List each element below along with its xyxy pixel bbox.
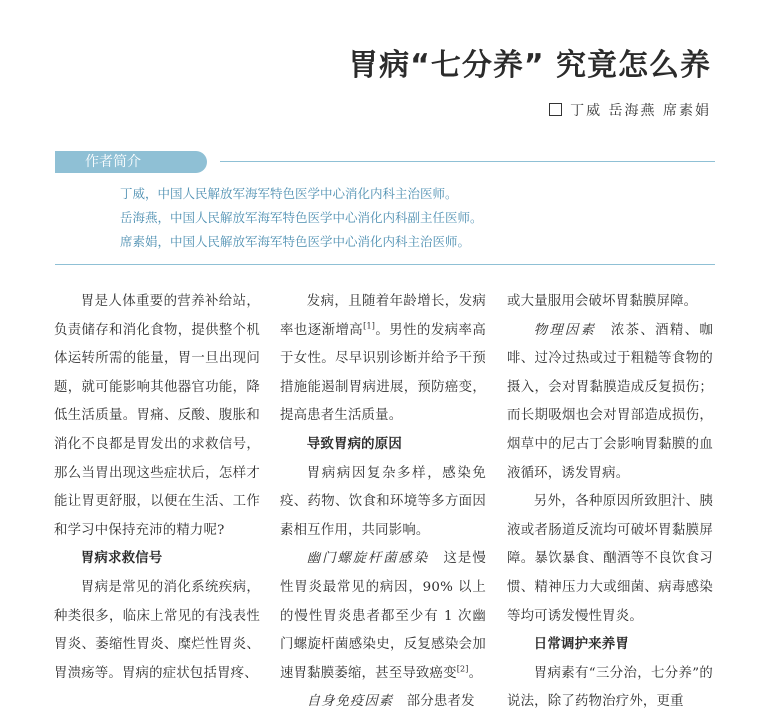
section-heading: 胃病求救信号 (80, 551, 163, 567)
term-label: 自身免疫因素 (306, 694, 394, 710)
citation: [2] (456, 664, 469, 674)
divider (55, 264, 715, 265)
paragraph: 或大量服用会破坏胃黏膜屏障。 (507, 294, 698, 309)
paragraph (280, 545, 486, 688)
section-heading: 日常调护来养胃 (533, 637, 629, 653)
text-column (280, 288, 486, 717)
divider (220, 161, 715, 162)
term-label: 幽门螺旋杆菌感染 (306, 551, 429, 567)
paragraph-text: 。 (468, 665, 483, 681)
text-column (507, 288, 713, 717)
bio-heading: 作者简介 (55, 151, 207, 173)
paragraph-text: 部分患者发 (393, 694, 475, 710)
author-names: 丁威 岳海燕 席素娟 (570, 103, 711, 119)
paragraph-text: 浓茶、酒精、咖啡、过冷过热或过于粗糙等食物的摄入，会对胃黏膜造成反复损伤；而长期吸烟也会对胃部造成损伤，烟草中的尼古丁会影响胃黏膜的血液循环，诱发胃病。 (507, 322, 713, 481)
paragraph-text: 这是慢性胃炎最常见的病因，90% 以上的慢性胃炎患者都至少有 1 次幽门螺旋杆菌感染史，反复感染会加速胃黏膜萎缩，甚至导致癌变 (280, 551, 486, 681)
paragraph: 胃病病因复杂多样，感染免疫、药物、饮食和环境等多方面因素相互作用，共同影响。 (280, 465, 486, 538)
term-label: 物理因素 (533, 322, 597, 338)
section-heading: 导致胃病的原因 (306, 436, 402, 452)
paragraph-text: 。男性的发病率高于女性。尽早识别诊断并给予干预措施能遏制胃病进展，预防癌变，提高患者生活质量。 (280, 322, 486, 424)
paragraph: 胃病素有“三分治，七分养”的说法，除了药物治疗外，更重 (507, 665, 713, 710)
author-line (549, 100, 711, 120)
article-title: 胃病“七分养” 究竟怎么养 (348, 48, 711, 83)
bio-item: 岳海燕，中国人民解放军海军特色医学中心消化内科副主任医师。 (120, 210, 483, 225)
paragraph (507, 317, 713, 489)
paragraph (280, 688, 486, 717)
square-bullet-icon (549, 103, 562, 116)
paragraph: 胃是人体重要的营养补给站，负责储存和消化食物，提供整个机体运转所需的能量，胃一旦出现问题，就可能影响其他器官功能，降低生活质量。胃痛、反酸、腹胀和消化不良都是胃发出的求救信号，那么当胃出现这些症状后，怎样才能让胃更舒服，以便在生活、工作和学习中保持充沛的精力呢? (54, 294, 260, 538)
bio-item: 席素娟，中国人民解放军海军特色医学中心消化内科主治医师。 (120, 234, 471, 249)
paragraph-text: 发病，且随着年龄增长，发病率也逐渐增高 (280, 294, 486, 338)
text-column (54, 288, 260, 688)
bio-item: 丁威，中国人民解放军海军特色医学中心消化内科主治医师。 (120, 186, 458, 201)
paragraph: 胃病是常见的消化系统疾病，种类很多，临床上常见的有浅表性胃炎、萎缩性胃炎、糜烂性胃炎、胃溃疡等。胃病的症状包括胃疼、 (54, 579, 260, 681)
paragraph (280, 288, 486, 431)
citation: [1] (363, 321, 376, 331)
paragraph: 另外，各种原因所致胆汁、胰液或者肠道反流均可破坏胃黏膜屏障。暴饮暴食、酗酒等不良饮食习惯、精神压力大或细菌、病毒感染等均可诱发慢性胃炎。 (507, 494, 713, 624)
author-bio-list (120, 182, 483, 254)
